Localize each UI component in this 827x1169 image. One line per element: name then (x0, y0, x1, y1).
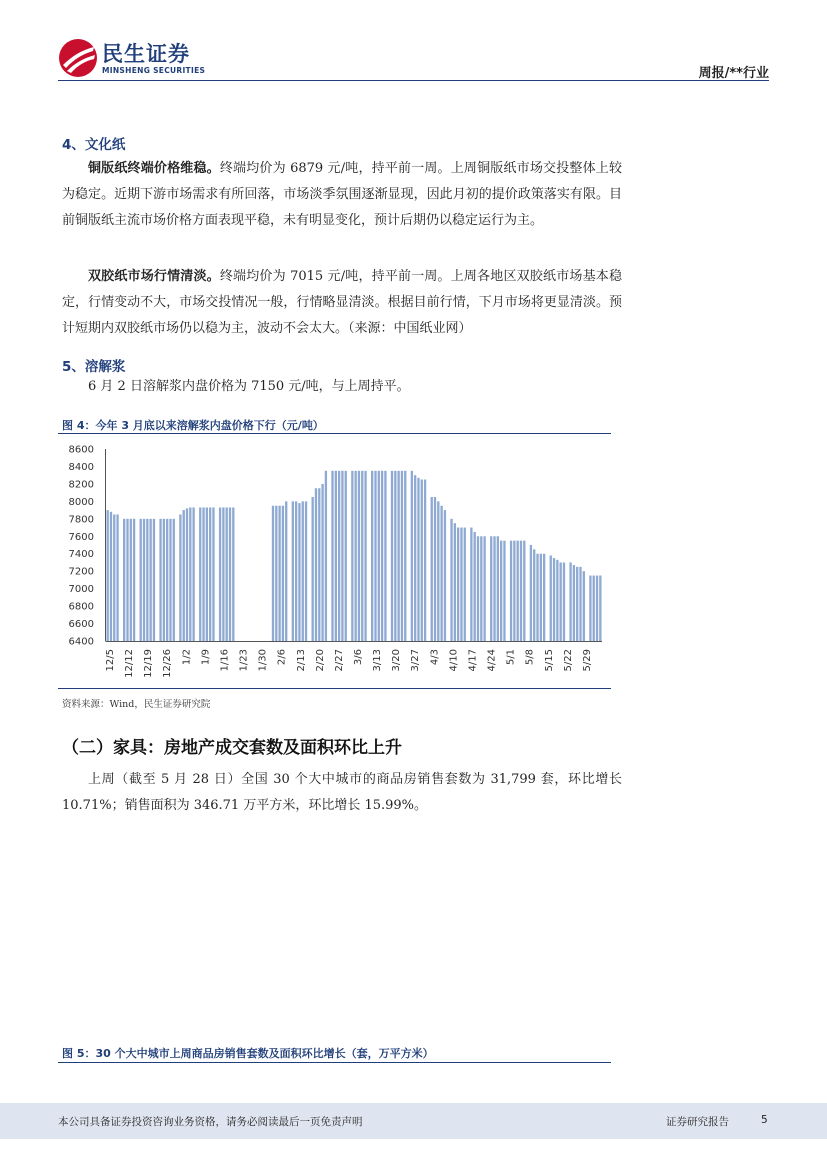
x-tick-label: 4/17 (467, 649, 479, 672)
price-bar (292, 501, 294, 641)
price-bar (189, 507, 191, 641)
figure4-top-rule (58, 433, 611, 434)
furniture-section-heading: （二）家具：房地产成交套数及面积环比上升 (62, 738, 402, 758)
price-bar (444, 510, 446, 641)
price-bar (556, 560, 558, 641)
x-tick-label: 2/20 (314, 649, 326, 672)
price-bar (341, 471, 343, 641)
y-tick-label: 8000 (68, 496, 94, 508)
sec5-heading: 5、溶解浆 (62, 359, 126, 375)
x-tick-label: 1/2 (181, 649, 193, 666)
price-bar (384, 471, 386, 641)
price-bar (179, 514, 181, 641)
price-bar (183, 510, 185, 641)
price-bar (219, 507, 221, 641)
price-bar (460, 528, 462, 641)
price-bar (302, 501, 304, 641)
price-bar (437, 501, 439, 641)
figure5-top-rule (58, 1062, 611, 1063)
y-tick-label: 8400 (68, 461, 94, 473)
price-bar (282, 506, 284, 641)
x-tick-label: 4/3 (429, 649, 441, 666)
price-bar (497, 536, 499, 641)
price-bar (110, 512, 112, 641)
sec4-p2-body: 终端均价为 7015 元/吨，持平前一周。上周各地区双胶纸市场基本稳定，行情变动不大，市场交投情况一般，行情略显清淡。根据目前行情，下月市场将更显清淡。预计短期内双胶纸市场仍以稳为主，波动不会太大。（来源：中国纸业网） (62, 269, 622, 336)
price-bar (414, 475, 416, 641)
price-bar (470, 528, 472, 641)
price-bar (560, 562, 562, 641)
price-bar (397, 471, 399, 641)
page-footer (0, 1103, 827, 1139)
y-tick-label: 8600 (68, 444, 94, 456)
price-bar (206, 507, 208, 641)
price-bar (457, 528, 459, 641)
price-bar (345, 471, 347, 641)
price-bar (272, 506, 274, 641)
sec4-paragraph-2 (62, 264, 622, 342)
price-bar (596, 576, 598, 641)
x-tick-label: 2/6 (276, 649, 288, 666)
price-bar (202, 507, 204, 641)
price-bar (378, 471, 380, 641)
x-tick-label: 12/12 (124, 649, 136, 678)
price-bar (106, 510, 108, 641)
price-bar (140, 519, 142, 641)
price-bar (312, 497, 314, 641)
x-tick-label: 3/6 (353, 649, 364, 666)
price-bar (543, 554, 545, 641)
sec4-p1-lead: 铜版纸终端价格维稳。 (88, 161, 220, 176)
price-bar (222, 507, 224, 641)
price-bar (166, 519, 168, 641)
price-bar (146, 519, 148, 641)
y-tick-label: 7400 (68, 549, 94, 561)
price-bar (113, 514, 115, 641)
page-number: 5 (761, 1114, 768, 1126)
x-tick-label: 2/13 (295, 649, 307, 672)
price-bar (325, 471, 327, 641)
price-bar (331, 471, 333, 641)
price-bar (358, 471, 360, 641)
price-bar (298, 503, 300, 641)
y-tick-label: 7200 (68, 566, 94, 578)
x-tick-label: 4/24 (486, 649, 498, 672)
price-bar (133, 519, 135, 641)
price-bar (540, 554, 542, 641)
price-bar (338, 471, 340, 641)
price-bar (391, 471, 393, 641)
price-bar (474, 532, 476, 641)
price-bar (163, 519, 165, 641)
price-bar (123, 519, 125, 641)
price-bar (159, 519, 161, 641)
price-bar (417, 478, 419, 641)
x-tick-label: 12/19 (143, 649, 155, 678)
price-bar (490, 536, 492, 641)
price-bar (143, 519, 145, 641)
price-bar (186, 508, 188, 641)
price-bar (523, 541, 525, 641)
logo-text-en: MINSHENG SECURITIES (102, 66, 206, 75)
price-bar (351, 471, 353, 641)
x-tick-label: 5/15 (543, 649, 555, 672)
x-tick-label: 5/22 (562, 649, 574, 672)
price-bar (209, 507, 211, 641)
price-bar (116, 514, 118, 641)
figure4-bottom-rule (58, 688, 611, 689)
header-divider (58, 80, 769, 81)
price-bar (153, 519, 155, 641)
price-bar (477, 536, 479, 641)
figure4-title: 图 4：今年 3 月底以来溶解浆内盘价格下行（元/吨） (62, 419, 324, 432)
price-bar (130, 519, 132, 641)
price-bar (440, 506, 442, 641)
price-bar (394, 471, 396, 641)
x-tick-label: 5/29 (581, 649, 593, 672)
price-bar (421, 480, 423, 641)
price-bar (364, 471, 366, 641)
figure5-title: 图 5：30 个大中城市上周商品房销售套数及面积环比增长（套，万平方米） (62, 1047, 434, 1060)
price-bar (536, 554, 538, 641)
price-bar (480, 536, 482, 641)
x-tick-label: 1/30 (257, 649, 269, 672)
sec5-paragraph: 6 月 2 日溶解浆内盘价格为 7150 元/吨，与上周持平。 (88, 379, 410, 394)
price-bar (229, 507, 231, 641)
price-bar (583, 571, 585, 641)
y-tick-label: 6800 (68, 601, 94, 613)
price-bar (226, 507, 228, 641)
price-bar (517, 541, 519, 641)
logo-text-cn: 民生证券 (102, 42, 190, 66)
price-bar (278, 506, 280, 641)
footer-disclaimer: 本公司具备证券投资咨询业务资格，请务必阅读最后一页免责声明 (58, 1116, 363, 1128)
dissolving-pulp-price-chart (60, 440, 612, 688)
price-bar (199, 507, 201, 641)
x-tick-label: 3/13 (372, 649, 384, 672)
y-tick-label: 6400 (68, 636, 94, 648)
price-bar (553, 558, 555, 641)
price-bar (361, 471, 363, 641)
price-bar (295, 501, 297, 641)
x-tick-label: 1/9 (200, 649, 212, 666)
price-bar (576, 567, 578, 641)
price-bar (318, 488, 320, 641)
price-bar (212, 507, 214, 641)
price-bar (192, 507, 194, 641)
price-bar (533, 549, 535, 641)
price-bar (404, 471, 406, 641)
x-tick-label: 4/10 (448, 649, 460, 672)
x-tick-label: 5/1 (505, 649, 517, 666)
price-bar (593, 576, 595, 641)
x-tick-label: 1/23 (238, 649, 250, 672)
price-bar (483, 536, 485, 641)
sec4-heading: 4、文化纸 (62, 137, 126, 153)
price-bar (530, 545, 532, 641)
price-bar (305, 501, 307, 641)
x-tick-label: 12/26 (162, 649, 174, 678)
figure4-source: 资料来源：Wind，民生证券研究院 (62, 699, 211, 710)
x-tick-label: 12/5 (105, 649, 116, 672)
price-bar (232, 507, 234, 641)
y-tick-label: 7600 (68, 531, 94, 543)
x-tick-label: 3/27 (410, 649, 422, 672)
price-bar (374, 471, 376, 641)
price-bar (454, 523, 456, 641)
price-bar (411, 471, 413, 641)
price-bar (149, 519, 151, 641)
y-tick-label: 7800 (68, 514, 94, 526)
price-bar (285, 501, 287, 641)
y-tick-label: 7000 (68, 584, 94, 596)
price-bar (126, 519, 128, 641)
price-bar (371, 471, 373, 641)
price-bar (315, 488, 317, 641)
price-bar (169, 519, 171, 641)
price-bar (513, 541, 515, 641)
report-type: 周报/**行业 (698, 66, 769, 81)
price-bar (569, 562, 571, 641)
price-bar (579, 567, 581, 641)
sec4-p2-lead: 双胶纸市场行情清淡。 (88, 269, 220, 284)
price-bar (573, 565, 575, 641)
price-bar (503, 541, 505, 641)
price-bar (401, 471, 403, 641)
price-bar (434, 497, 436, 641)
price-bar (563, 562, 565, 641)
price-bar (424, 480, 426, 641)
price-bar (173, 519, 175, 641)
sec4-paragraph-1 (62, 156, 622, 234)
price-bar (431, 497, 433, 641)
price-bar (321, 484, 323, 641)
price-bar (520, 541, 522, 641)
price-bar (500, 541, 502, 641)
price-bar (354, 471, 356, 641)
y-tick-label: 8200 (68, 479, 94, 491)
minsheng-logo-icon (58, 38, 98, 78)
x-tick-label: 1/16 (219, 649, 231, 672)
price-bar (589, 576, 591, 641)
x-tick-label: 3/20 (391, 649, 403, 672)
price-bar (493, 536, 495, 641)
x-tick-label: 5/8 (524, 649, 536, 666)
price-bar (450, 519, 452, 641)
price-bar (381, 471, 383, 641)
x-tick-label: 2/27 (333, 649, 345, 672)
sec4-p1-body: 终端均价为 6879 元/吨，持平前一周。上周铜版纸市场交投整体上较为稳定。近期下游市场需求有所回落，市场淡季氛围逐渐显现，因此月初的提价政策落实有限。目前铜版纸主流市场价格方面表现平稳，未有明显变化，预计后期仍以稳定运行为主。 (62, 161, 622, 228)
footer-report-label: 证券研究报告 (666, 1116, 729, 1128)
price-bar (335, 471, 337, 641)
minsheng-logo (58, 38, 218, 78)
price-bar (599, 576, 601, 641)
furniture-paragraph: 上周（截至 5 月 28 日）全国 30 个大中城市的商品房销售套数为 31,799 套，环比增长 10.71%；销售面积为 346.71 万平方米，环比增长 15.99%。 (62, 772, 622, 813)
price-bar (275, 506, 277, 641)
price-bar (550, 555, 552, 641)
price-bar (464, 528, 466, 641)
price-bar (510, 541, 512, 641)
y-tick-label: 6600 (68, 619, 94, 631)
